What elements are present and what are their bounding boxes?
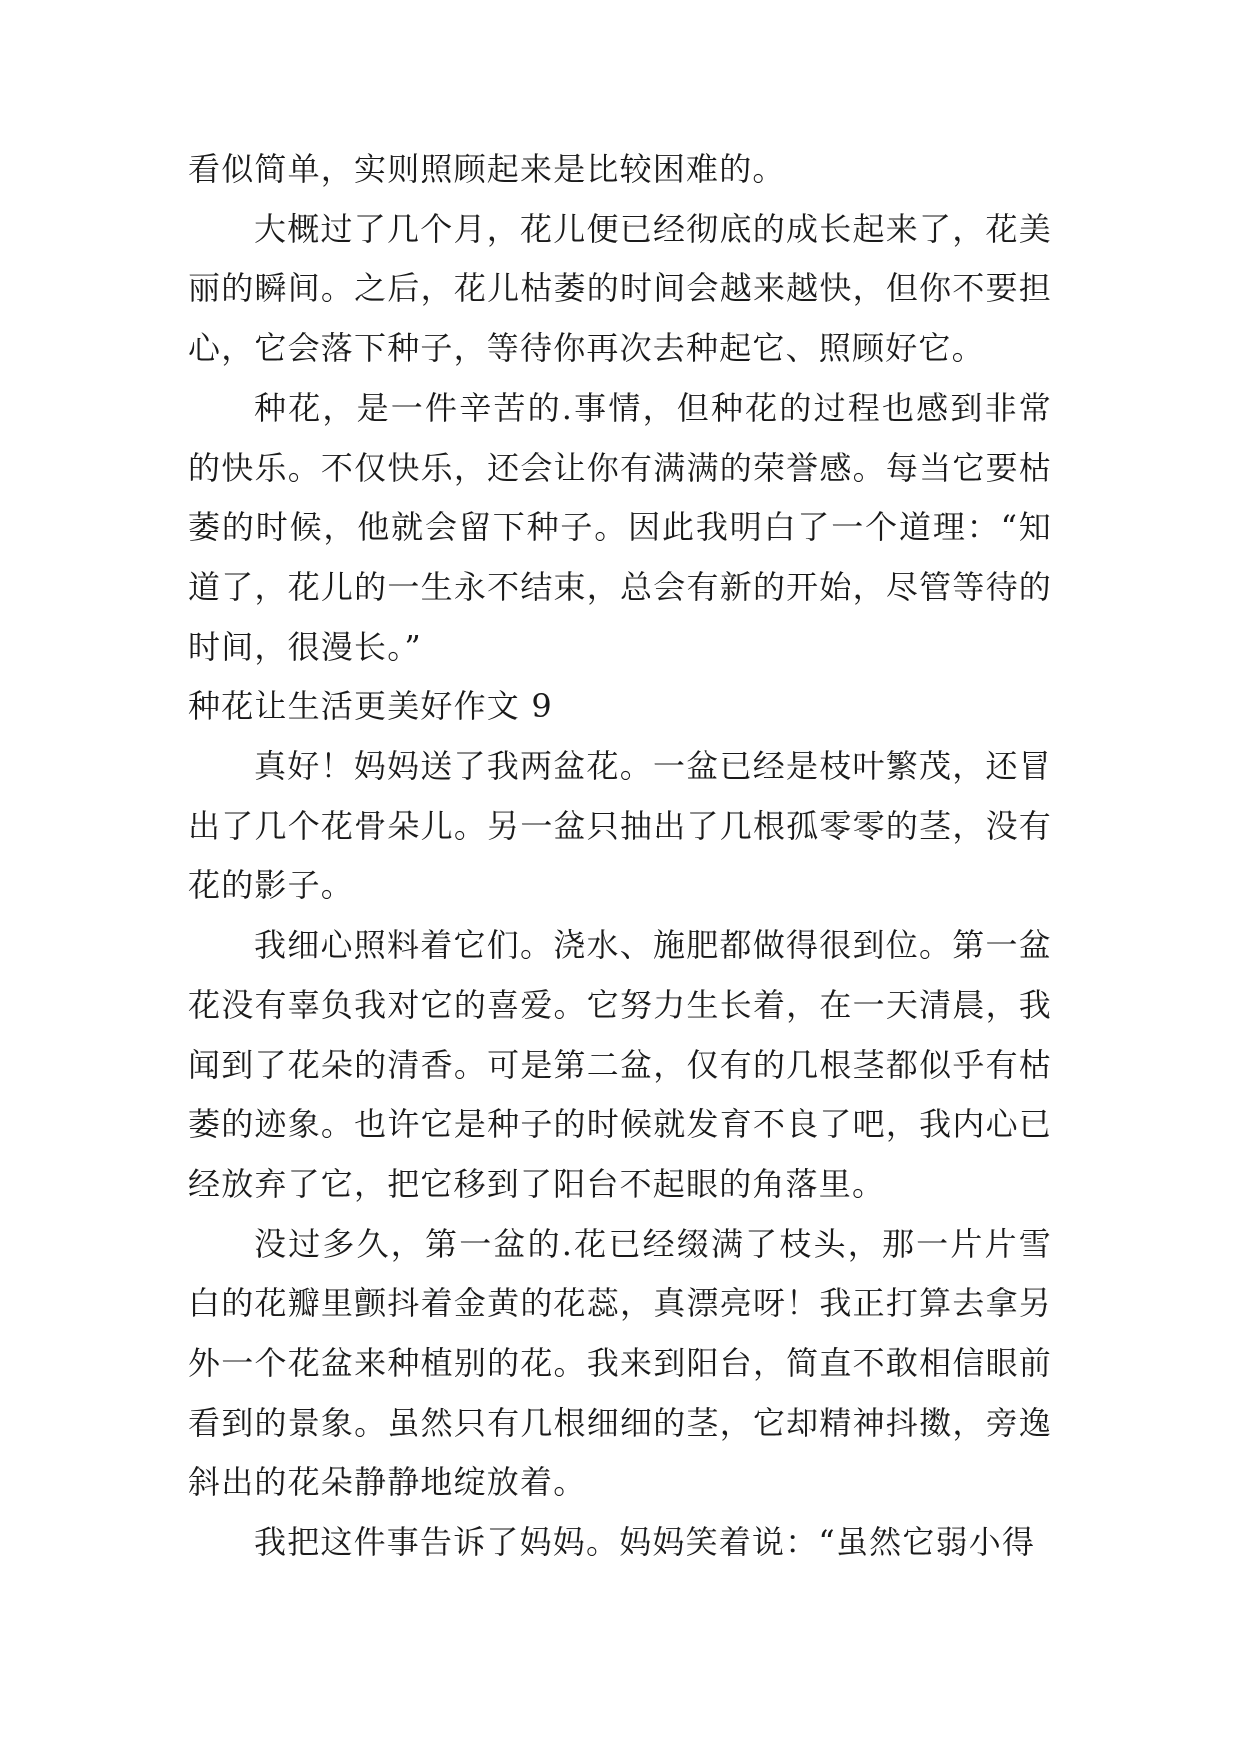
paragraph: 我细心照料着它们。浇水、施肥都做得很到位。第一盆花没有辜负我对它的喜爱。它努力生长着，在一天清晨，我闻到了花朵的清香。可是第二盆，仅有的几根茎都似乎有枯萎的迹象。也许它是种子的时候就发育不良了吧，我内心已经放弃了它，把它移到了阳台不起眼的角落里。 <box>188 926 1052 1203</box>
paragraph: 我把这件事告诉了妈妈。妈妈笑着说：“虽然它弱小得 <box>254 1523 1036 1562</box>
paragraph: 大概过了几个月，花儿便已经彻底的成长起来了，花美丽的瞬间。之后，花儿枯萎的时间会越来越快，但你不要担心，它会落下种子，等待你再次去种起它、照顾好它。 <box>188 209 1052 368</box>
document-body <box>188 140 1052 1573</box>
paragraph: 真好！妈妈送了我两盆花。一盆已经是枝叶繁茂，还冒出了几个花骨朵儿。另一盆只抽出了几根孤零零的茎，没有花的影子。 <box>188 747 1052 905</box>
section-heading: 种花让生活更美好作文 9 <box>188 687 553 726</box>
paragraph: 没过多久，第一盆的.花已经缀满了枝头，那一片片雪白的花瓣里颤抖着金黄的花蕊，真漂亮呀！我正打算去拿另外一个花盆来种植别的花。我来到阳台，简直不敢相信眼前看到的景象。虽然只有几根细细的茎，它却精神抖擞，旁逸斜出的花朵静静地绽放着。 <box>188 1224 1052 1502</box>
paragraph: 种花，是一件辛苦的.事情，但种花的过程也感到非常的快乐。不仅快乐，还会让你有满满的荣誉感。每当它要枯萎的时候，他就会留下种子。因此我明白了一个道理：“知道了，花儿的一生永不结束，总会有新的开始，尽管等待的时间，很漫长。” <box>188 388 1052 666</box>
paragraph: 看似简单，实则照顾起来是比较困难的。 <box>188 150 786 188</box>
